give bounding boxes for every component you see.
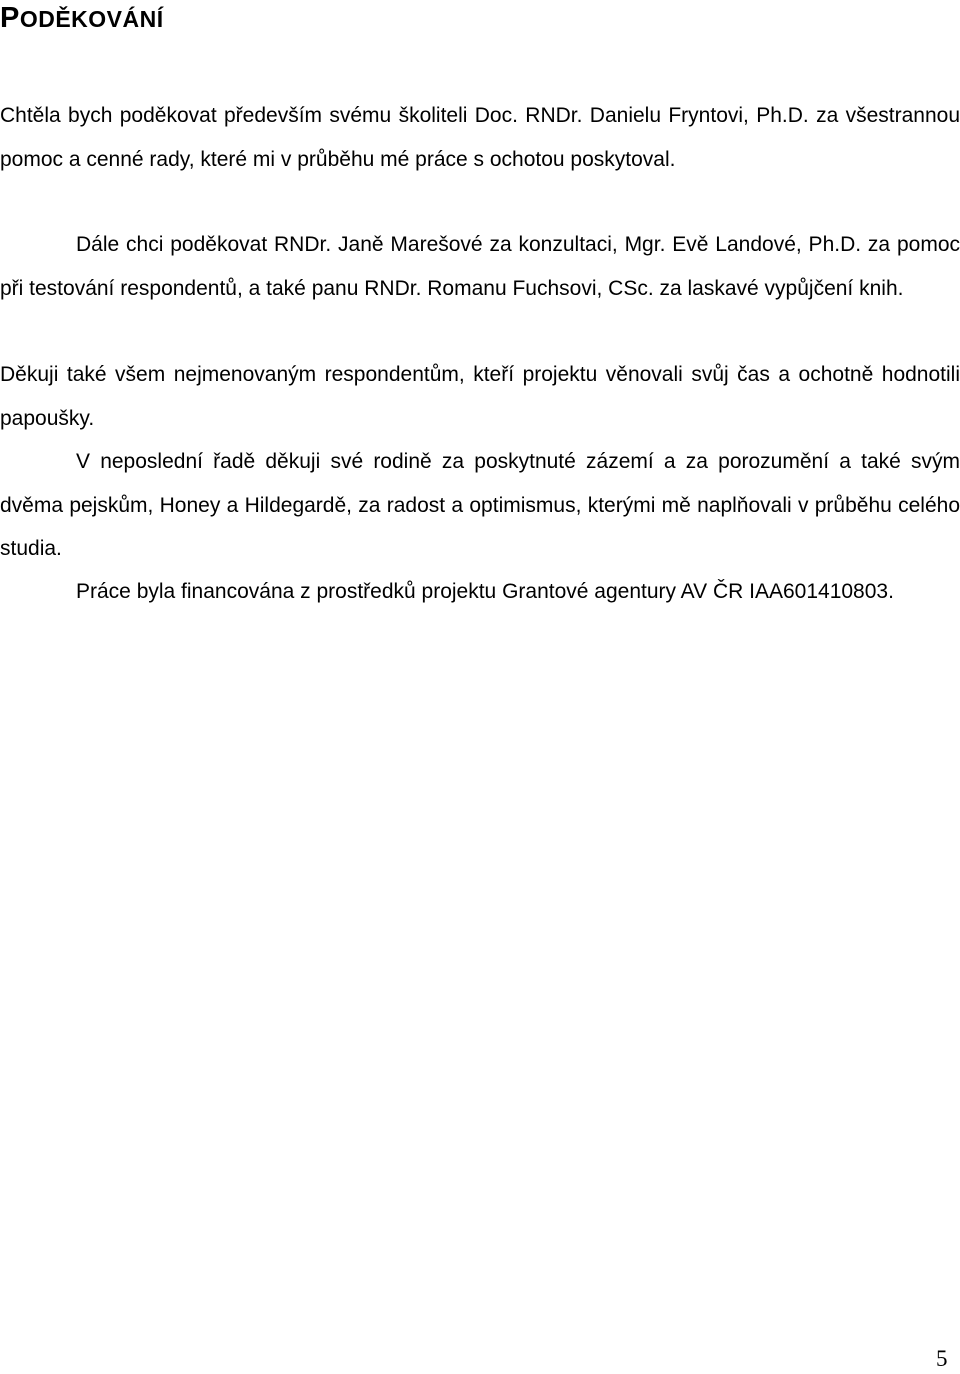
paragraph-thanks-supervisor: Chtěla bych poděkovat především svému školiteli Doc. RNDr. Danielu Fryntovi, Ph.D. za všestrannou pomoc a cenné rady, které mi v průběhu mé práce s ochotou poskytoval. bbox=[0, 104, 960, 171]
paragraph-thanks-consultants: Dále chci poděkovat RNDr. Janě Marešové za konzultaci, Mgr. Evě Landové, Ph.D. za pomoc při testování respondentů, a také panu RNDr. Romanu Fuchsovi, CSc. za laskavé vypůjčení knih. bbox=[0, 233, 960, 300]
paragraph-thanks-family: V neposlední řadě děkuji své rodině za poskytnuté zázemí a za porozumění a také svým dvěma pejskům, Honey a Hildegardě, za radost a optimismus, kterými mě naplňovali v průběhu celého studia. bbox=[0, 450, 960, 561]
page-title bbox=[0, 3, 164, 34]
paragraph-thanks-respondents: Děkuji také všem nejmenovaným respondentům, kteří projektu věnovali svůj čas a ochotně hodnotili papoušky. bbox=[0, 363, 960, 430]
page-title-rest: ODĚKOVÁNÍ bbox=[19, 6, 164, 32]
page-title-initial: P bbox=[0, 2, 20, 34]
paragraph-funding: Práce byla financována z prostředků projektu Grantové agentury AV ČR IAA601410803. bbox=[76, 580, 894, 603]
page-number: 5 bbox=[936, 1346, 948, 1371]
